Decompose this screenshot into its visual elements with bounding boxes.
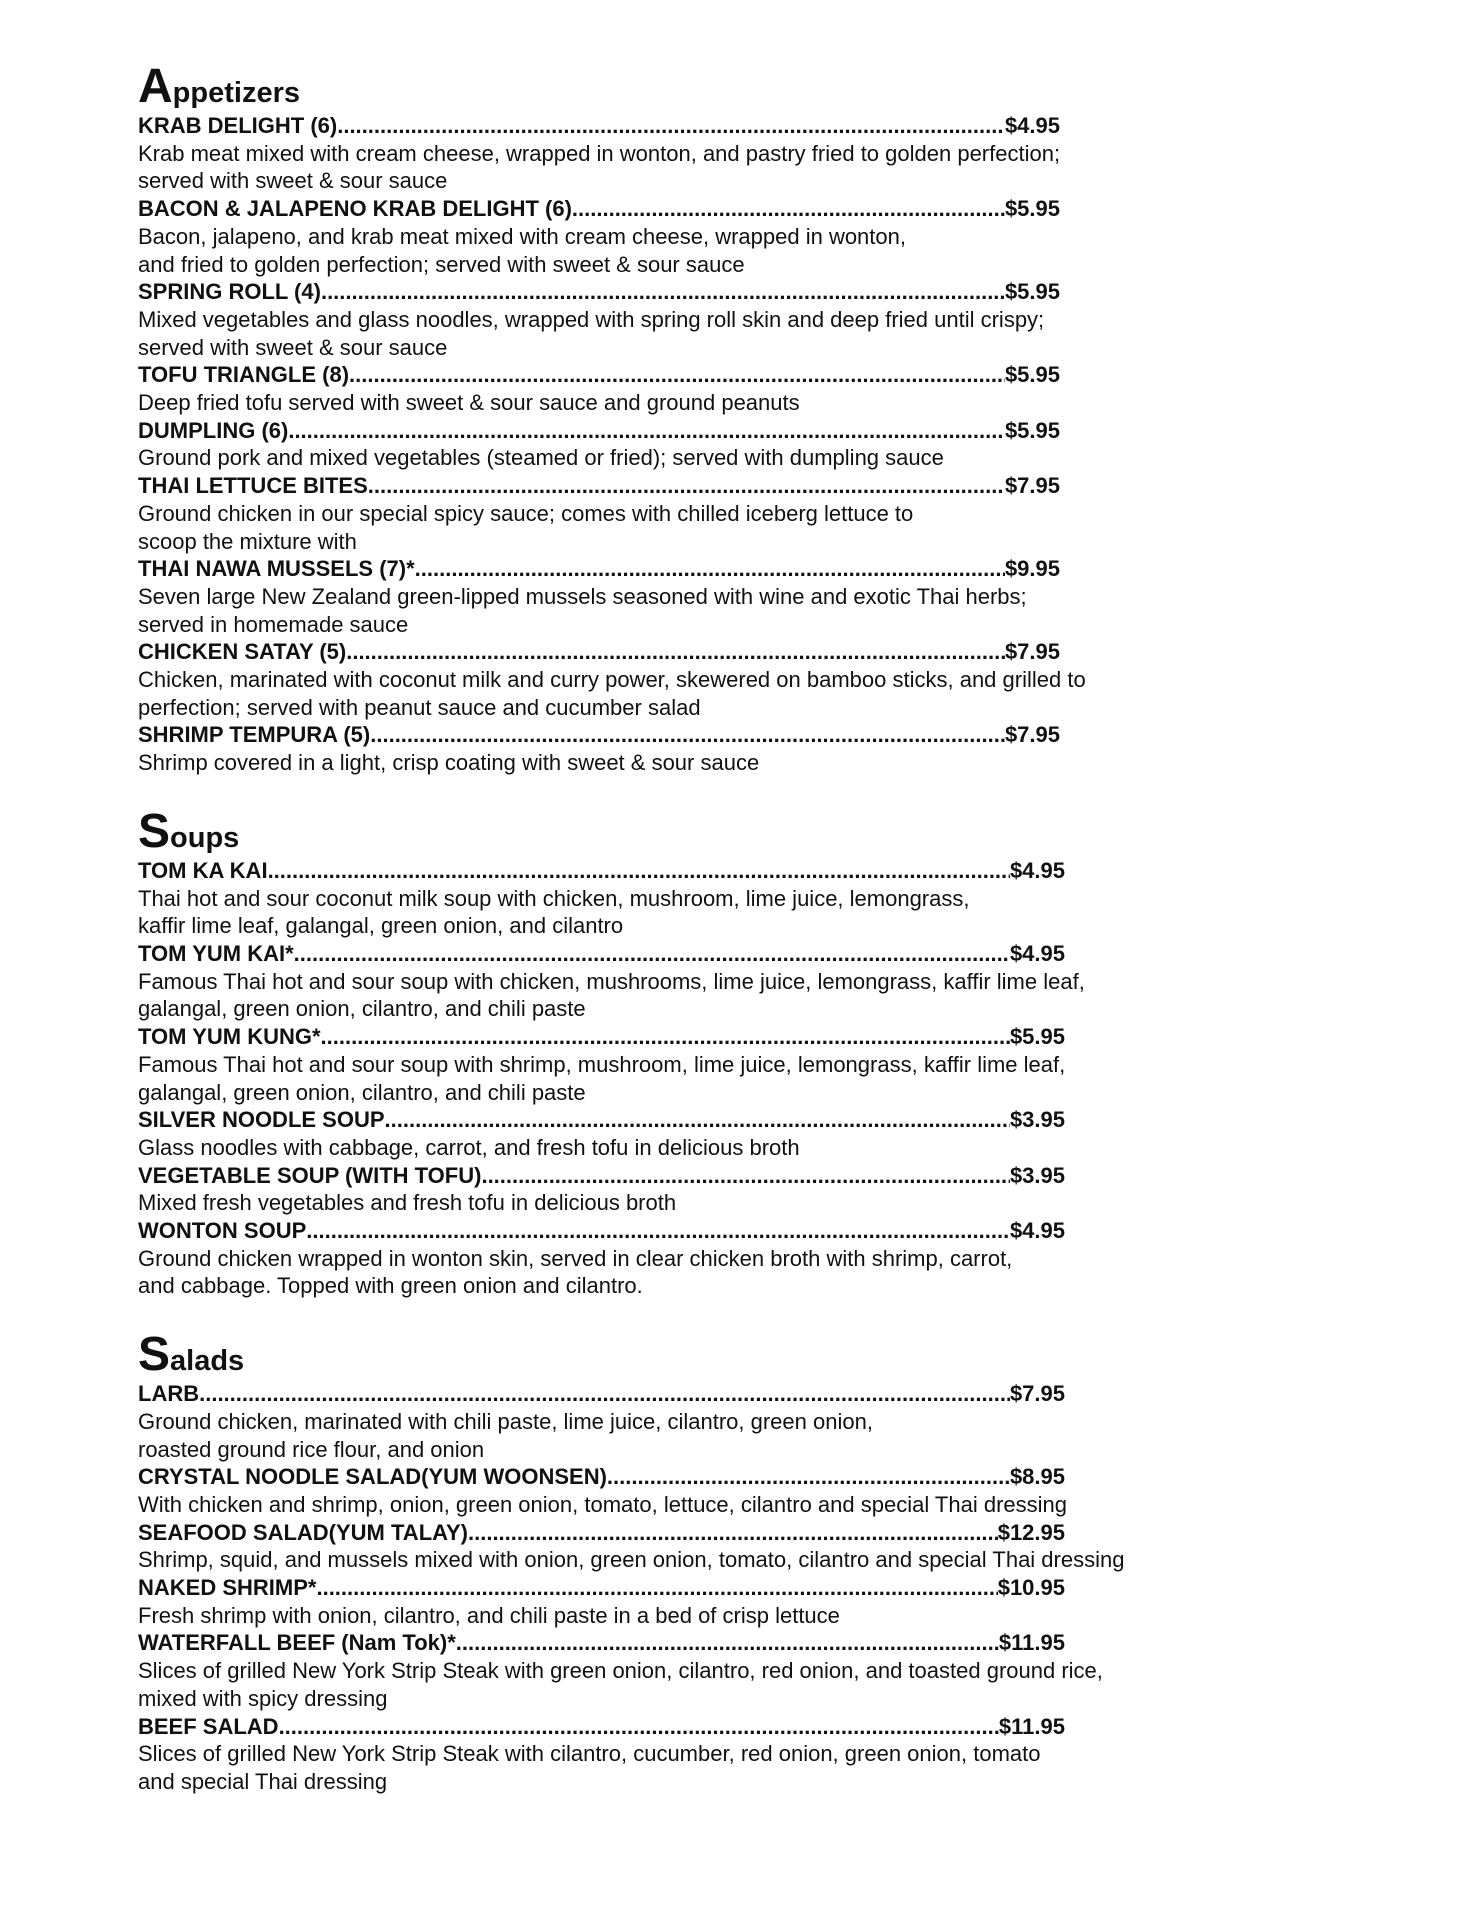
dot-leader — [337, 112, 1005, 140]
menu-section-appetizers — [138, 60, 1308, 777]
dot-leader — [415, 555, 1005, 583]
item-name: TOM YUM KAI* — [138, 940, 294, 966]
menu-item-row — [138, 1380, 1065, 1408]
section-title-initial: A — [138, 60, 173, 113]
item-description: Slices of grilled New York Strip Steak with cilantro, cucumber, red onion, green onion, tomato and special Thai dressing — [138, 1741, 1041, 1794]
dot-leader — [268, 857, 1010, 885]
item-price: $7.95 — [1004, 639, 1060, 665]
menu-section-salads — [138, 1328, 1308, 1796]
item-description: Fresh shrimp with onion, cilantro, and chili paste in a bed of crisp lettuce — [138, 1602, 840, 1628]
menu-item-row — [138, 1463, 1065, 1491]
menu-item-row — [138, 1629, 1065, 1657]
item-price: $4.95 — [1009, 857, 1065, 883]
dot-leader — [199, 1380, 1010, 1408]
item-name: BACON & JALAPENO KRAB DELIGHT (6) — [138, 196, 572, 222]
item-description: Chicken, marinated with coconut milk and curry power, skewered on bamboo sticks, and grilled to perfection; served with peanut sauce and cucumber salad — [138, 667, 1086, 720]
item-price: $3.95 — [1009, 1162, 1065, 1188]
item-name: CHICKEN SATAY (5) — [138, 639, 347, 665]
dot-leader — [385, 1106, 1010, 1134]
item-price: $4.95 — [1004, 113, 1060, 138]
dot-leader — [346, 638, 1005, 666]
menu-item-row — [138, 555, 1060, 583]
item-price: $4.95 — [1009, 940, 1065, 966]
menu-item-row — [138, 1162, 1065, 1190]
item-description: Famous Thai hot and sour soup with shrimp, mushroom, lime juice, lemongrass, kaffir lime leaf, galangal, green onion, cilantro, and chili paste — [138, 1051, 1066, 1105]
item-price: $10.95 — [997, 1575, 1065, 1601]
section-title-rest: alads — [170, 1345, 245, 1378]
item-description: Shrimp covered in a light, crisp coating with sweet & sour sauce — [138, 750, 760, 776]
item-description: Slices of grilled New York Strip Steak with green onion, cilantro, red onion, and toasted ground rice, mixed with spicy dressing — [138, 1658, 1103, 1711]
item-name: TOM YUM KUNG* — [138, 1024, 321, 1050]
item-price: $5.95 — [1004, 196, 1060, 222]
item-description: Glass noodles with cabbage, carrot, and fresh tofu in delicious broth — [138, 1134, 800, 1160]
item-name: SHRIMP TEMPURA (5) — [138, 722, 371, 748]
item-description: Mixed fresh vegetables and fresh tofu in delicious broth — [138, 1190, 677, 1216]
section-title-rest: ppetizers — [172, 77, 300, 109]
item-description: Famous Thai hot and sour soup with chicken, mushrooms, lime juice, lemongrass, kaffir lime leaf, galangal, green onion, cilantro, and chili paste — [138, 968, 1085, 1022]
section-title-initial: S — [138, 1328, 171, 1382]
item-name: SILVER NOODLE SOUP — [138, 1107, 385, 1133]
item-name: TOFU TRIANGLE (8) — [138, 362, 350, 388]
item-description: Ground chicken in our special spicy sauce; comes with chilled iceberg lettuce to scoop the mixture with — [138, 500, 914, 554]
dot-leader — [279, 1713, 999, 1741]
item-price: $5.95 — [1004, 417, 1060, 443]
item-name: NAKED SHRIMP* — [138, 1575, 317, 1601]
menu-item-row — [138, 1217, 1065, 1245]
menu-item-row — [138, 472, 1060, 500]
menu-item-row — [138, 195, 1060, 223]
dot-leader — [370, 721, 1005, 749]
item-price: $7.95 — [1009, 1381, 1065, 1407]
menu-item-row — [138, 112, 1060, 140]
dot-leader — [316, 1574, 997, 1602]
item-price: $5.95 — [1004, 279, 1060, 305]
item-name: LARB — [138, 1381, 200, 1407]
item-description: Krab meat mixed with cream cheese, wrapped in wonton, and pastry fried to golden perfection; served with sweet & sour sauce — [138, 140, 1061, 194]
menu-item-row — [138, 1023, 1065, 1051]
item-price: $8.95 — [1009, 1464, 1065, 1490]
menu-item-row — [138, 638, 1060, 666]
menu-item-row — [138, 1713, 1065, 1741]
item-price: $11.95 — [998, 1630, 1065, 1656]
item-name: VEGETABLE SOUP (WITH TOFU) — [138, 1162, 482, 1188]
item-price: $7.95 — [1004, 473, 1060, 499]
menu-item-row — [138, 1574, 1065, 1602]
item-description: Ground chicken, marinated with chili paste, lime juice, cilantro, green onion, roasted ground rice flour, and onion — [138, 1408, 873, 1462]
item-price: $9.95 — [1004, 556, 1060, 582]
item-description: Deep fried tofu served with sweet & sour sauce and ground peanuts — [138, 390, 800, 416]
item-name: WATERFALL BEEF (Nam Tok)* — [138, 1630, 456, 1656]
dot-leader — [306, 1217, 1010, 1245]
item-name: CRYSTAL NOODLE SALAD(YUM WOONSEN) — [138, 1464, 607, 1490]
dot-leader — [607, 1463, 1010, 1491]
item-name: DUMPLING (6) — [138, 417, 289, 443]
item-name: SEAFOOD SALAD(YUM TALAY) — [138, 1519, 468, 1545]
item-description: Mixed vegetables and glass noodles, wrapped with spring roll skin and deep fried until crispy; served with sweet & sour sauce — [138, 306, 1045, 360]
item-description: Ground chicken wrapped in wonton skin, served in clear chicken broth with shrimp, carrot, and cabbage. Topped with green onion and cilantro. — [138, 1245, 1013, 1299]
item-name: THAI NAWA MUSSELS (7)* — [138, 556, 415, 582]
dot-leader — [288, 417, 1005, 445]
menu-item-row — [138, 857, 1065, 885]
dot-leader — [572, 195, 1005, 223]
item-name: WONTON SOUP — [138, 1218, 307, 1244]
menu-item-row — [138, 417, 1060, 445]
dot-leader — [321, 278, 1005, 306]
item-price: $3.95 — [1009, 1107, 1065, 1133]
dot-leader — [468, 1519, 998, 1547]
item-price: $5.95 — [1004, 362, 1060, 388]
dot-leader — [481, 1162, 1009, 1190]
dot-leader — [294, 940, 1010, 968]
menu-item-row — [138, 940, 1065, 968]
item-description: Shrimp, squid, and mussels mixed with onion, green onion, tomato, cilantro and special Thai dressing — [138, 1547, 1125, 1573]
menu-item-row — [138, 278, 1060, 306]
item-name: SPRING ROLL (4) — [138, 279, 321, 305]
item-name: KRAB DELIGHT (6) — [138, 113, 338, 138]
item-price: $11.95 — [998, 1713, 1065, 1739]
dot-leader — [368, 472, 1005, 500]
section-title — [138, 60, 1308, 113]
menu-item-row — [138, 721, 1060, 749]
item-name: THAI LETTUCE BITES — [138, 473, 368, 499]
item-name: BEEF SALAD — [138, 1713, 279, 1739]
menu-section-soups — [138, 804, 1308, 1300]
item-price: $12.95 — [997, 1519, 1065, 1545]
section-title — [138, 804, 1308, 858]
item-price: $4.95 — [1009, 1218, 1065, 1244]
item-price: $5.95 — [1009, 1024, 1065, 1050]
dot-leader — [456, 1629, 999, 1657]
item-name: TOM KA KAI — [138, 857, 268, 883]
item-description: Ground pork and mixed vegetables (steamed or fried); served with dumpling sauce — [138, 445, 944, 471]
section-title-initial: S — [138, 804, 171, 858]
item-description: Seven large New Zealand green-lipped mussels seasoned with wine and exotic Thai herbs; served in homemade sauce — [138, 583, 1027, 637]
menu-page — [138, 60, 1308, 1834]
menu-item-row — [138, 1519, 1065, 1547]
menu-item-row — [138, 361, 1060, 389]
dot-leader — [349, 361, 1005, 389]
item-description: Thai hot and sour coconut milk soup with chicken, mushroom, lime juice, lemongrass, kaffir lime leaf, galangal, green onion, and cilantro — [138, 885, 970, 939]
menu-item-row — [138, 1106, 1065, 1134]
item-description: With chicken and shrimp, onion, green onion, tomato, lettuce, cilantro and special Thai dressing — [138, 1491, 1067, 1517]
section-title-rest: oups — [170, 821, 240, 854]
item-description: Bacon, jalapeno, and krab meat mixed with cream cheese, wrapped in wonton, and fried to golden perfection; served with sweet & sour sauce — [138, 223, 906, 277]
dot-leader — [321, 1023, 1010, 1051]
item-price: $7.95 — [1004, 722, 1060, 748]
section-title — [138, 1328, 1308, 1382]
